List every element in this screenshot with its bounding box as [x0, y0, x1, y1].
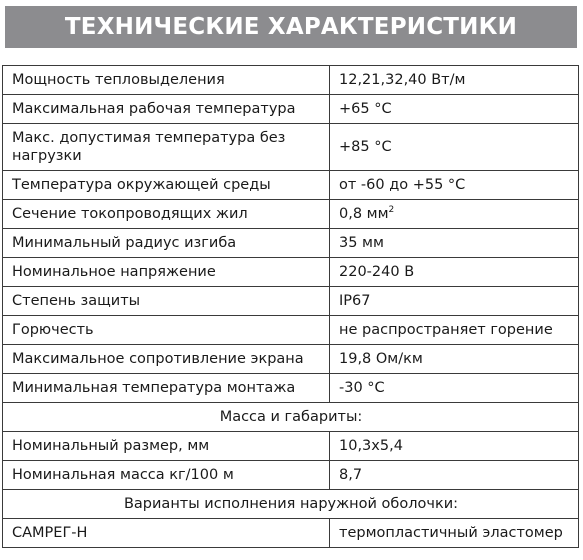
row-value: +85 °C: [330, 124, 579, 171]
table-row: [3, 258, 579, 287]
table-row: [3, 519, 579, 548]
table-row: [3, 66, 579, 95]
row-value: IP67: [330, 287, 579, 316]
value-text: 0,8 мм: [339, 206, 389, 222]
table-row: [3, 316, 579, 345]
section-row-sheath: [3, 490, 579, 519]
table-row: [3, 95, 579, 124]
table-row: [3, 200, 579, 229]
row-value: 220-240 В: [330, 258, 579, 287]
row-label: Макс. допустимая температура без нагрузки: [3, 124, 330, 171]
row-label: Минимальная температура монтажа: [3, 374, 330, 403]
row-label: Сечение токопроводящих жил: [3, 200, 330, 229]
row-value: -30 °C: [330, 374, 579, 403]
specs-table: [2, 65, 579, 548]
row-value: от -60 до +55 °C: [330, 171, 579, 200]
table-row: [3, 432, 579, 461]
row-value: 10,3х5,4: [330, 432, 579, 461]
table-row: [3, 124, 579, 171]
row-label: Горючесть: [3, 316, 330, 345]
section-heading: Варианты исполнения наружной оболочки:: [3, 490, 579, 519]
row-value: 19,8 Ом/км: [330, 345, 579, 374]
section-row-mass: [3, 403, 579, 432]
table-row: [3, 171, 579, 200]
row-label: Максимальная рабочая температура: [3, 95, 330, 124]
row-label: Мощность тепловыделения: [3, 66, 330, 95]
row-label: Номинальный размер, мм: [3, 432, 330, 461]
row-value: термопластичный эластомер: [330, 519, 579, 548]
table-row: [3, 461, 579, 490]
superscript: 2: [388, 205, 395, 216]
row-label: Номинальная масса кг/100 м: [3, 461, 330, 490]
row-label: Температура окружающей среды: [3, 171, 330, 200]
row-value: +65 °C: [330, 95, 579, 124]
section-heading: Масса и габариты:: [3, 403, 579, 432]
table-row: [3, 374, 579, 403]
row-label: САМРЕГ-Н: [3, 519, 330, 548]
row-value: не распространяет горение: [330, 316, 579, 345]
table-row: [3, 229, 579, 258]
row-value: 8,7: [330, 461, 579, 490]
table-row: [3, 345, 579, 374]
row-label: Минимальный радиус изгиба: [3, 229, 330, 258]
row-label: Степень защиты: [3, 287, 330, 316]
row-value: [330, 200, 579, 229]
row-value: 35 мм: [330, 229, 579, 258]
page-title: ТЕХНИЧЕСКИЕ ХАРАКТЕРИСТИКИ: [5, 6, 577, 48]
row-label: Номинальное напряжение: [3, 258, 330, 287]
table-row: [3, 287, 579, 316]
row-label: Максимальное сопротивление экрана: [3, 345, 330, 374]
row-value: 12,21,32,40 Вт/м: [330, 66, 579, 95]
